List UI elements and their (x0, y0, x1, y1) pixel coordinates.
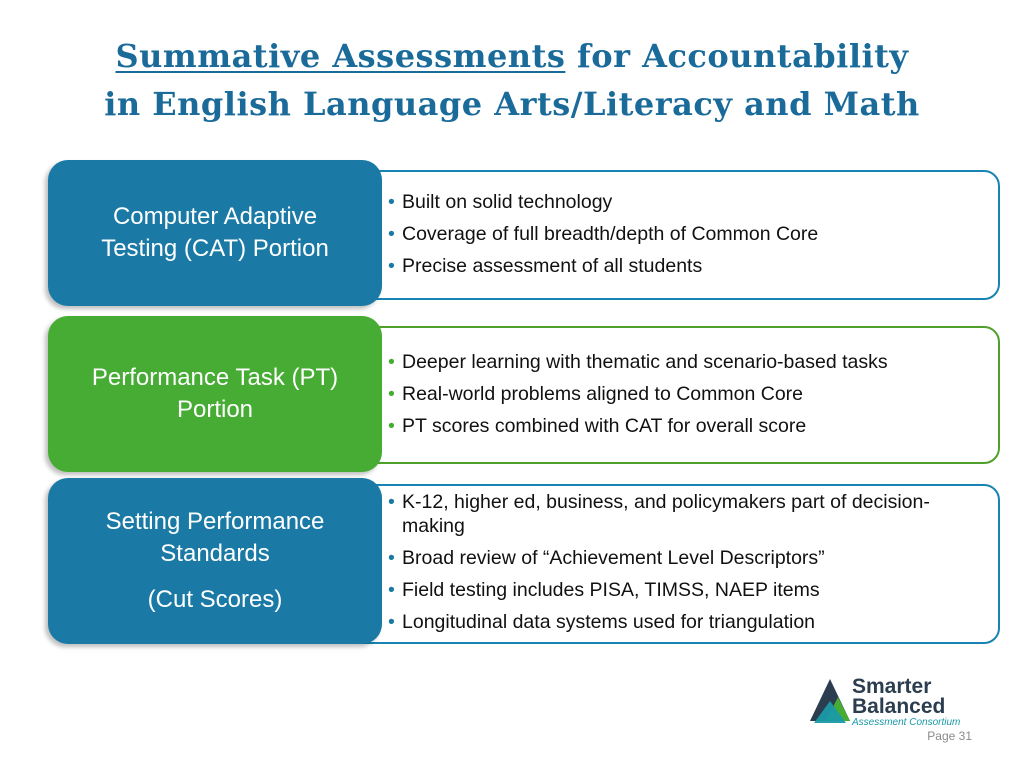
bullet-item: • Longitudinal data systems used for triangulation (388, 611, 816, 633)
section-label: Setting Performance Standards (Cut Scores) (48, 478, 382, 644)
logo-line3: Assessment Consortium (852, 717, 961, 728)
section-cat (48, 160, 1004, 310)
logo-line2: Balanced (852, 695, 946, 718)
smarter-balanced-logo (808, 671, 988, 731)
bullet-item: • Real-world problems aligned to Common Core (388, 383, 804, 405)
section-label: Performance Task (PT) Portion (48, 316, 382, 472)
bullet-panel (348, 170, 1000, 300)
section-pt (48, 316, 1004, 474)
bullet-panel (348, 484, 1000, 644)
bullet-item: • Precise assessment of all students (388, 255, 703, 277)
bullet-list (388, 190, 990, 286)
bullet-item: • Field testing includes PISA, TIMSS, NAEP items (388, 579, 820, 601)
bullet-item: • PT scores combined with CAT for overall score (388, 415, 807, 437)
bullet-panel (348, 326, 1000, 464)
logo-triangles-icon (808, 671, 988, 731)
section-standards (48, 478, 1004, 650)
title-underlined: Summative Assessments (115, 37, 566, 75)
bullet-item: • Broad review of “Achievement Level Descriptors” (388, 547, 825, 569)
bullet-item: • Coverage of full breadth/depth of Common Core (388, 223, 819, 245)
page-number: Page 31 (927, 729, 972, 743)
title-rest: for Accountability (565, 37, 909, 75)
bullet-list (388, 490, 990, 642)
title-line2: in English Language Arts/Literacy and Math (104, 85, 920, 123)
bullet-list (388, 350, 990, 446)
bullet-item: • K-12, higher ed, business, and policymakers part of decision-making (388, 491, 930, 537)
bullet-item: • Built on solid technology (388, 191, 613, 213)
slide-title (0, 32, 1024, 128)
bullet-item: • Deeper learning with thematic and scenario-based tasks (388, 351, 888, 373)
logo-line1: Smarter (852, 675, 932, 698)
section-label: Computer Adaptive Testing (CAT) Portion (48, 160, 382, 306)
